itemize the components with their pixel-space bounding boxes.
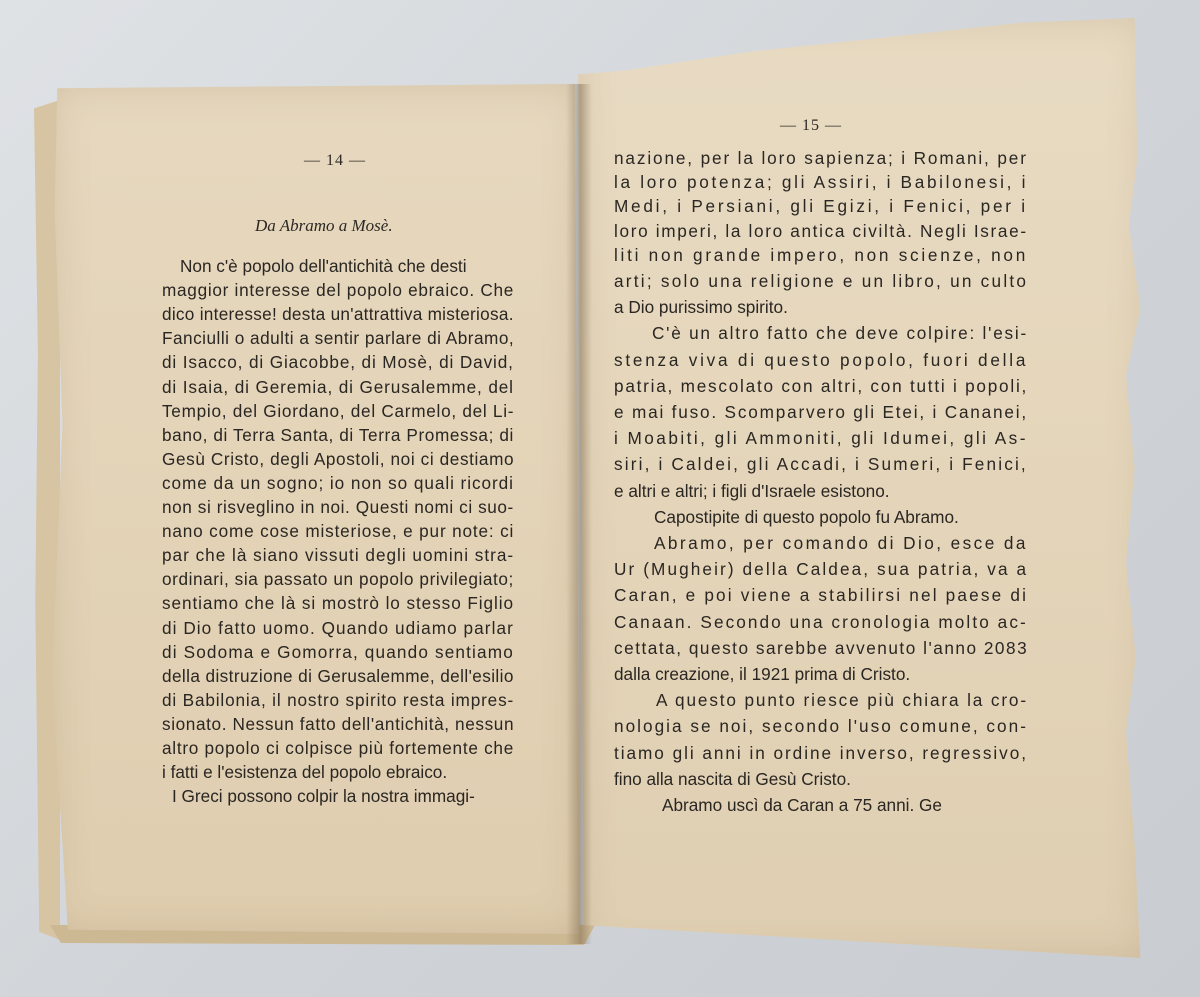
text-line: di Isaia, di Geremia, di Gerusalemme, del xyxy=(162,376,514,397)
text-line: fino alla nascita di Gesù Cristo. xyxy=(614,768,851,789)
left-page-number: — 14 — xyxy=(304,152,366,169)
text-line: e altri e altri; i figli d'Israele esistono. xyxy=(614,480,890,501)
text-line: Tempio, del Giordano, del Carmelo, del Li- xyxy=(162,400,515,421)
text-line: di Sodoma e Gomorra, quando sentiamo xyxy=(162,641,514,662)
text-line: e mai fuso. Scomparvero gli Etei, i Cananei, xyxy=(614,402,1028,422)
text-line: di Dio fatto uomo. Quando udiamo parlar xyxy=(162,617,514,638)
text-line: bano, di Terra Santa, di Terra Promessa; di xyxy=(162,424,514,445)
right-page-text xyxy=(614,140,1034,840)
text-line: cettata, questo sarebbe avvenuto l'anno 2083 xyxy=(614,637,1029,658)
text-line: Caran, e poi viene a stabilirsi nel paese di xyxy=(614,585,1029,606)
text-line: par che là siano vissuti degli uomini stra- xyxy=(162,545,515,566)
text-line: non si risveglino in noi. Questi nomi ci suo- xyxy=(162,497,514,517)
text-line: della distruzione di Gerusalemme, dell'esilio xyxy=(162,665,514,686)
text-line: tiamo gli anni in ordine inverso, regressivo, xyxy=(614,742,1028,763)
text-line: la loro potenza; gli Assiri, i Babilonesi, i xyxy=(614,172,1029,193)
text-line: Abramo uscì da Caran a 75 anni. Ge xyxy=(662,795,942,815)
text-line: liti non grande impero, non scienze, non xyxy=(614,244,1028,265)
text-line: patria, mescolato con altri, con tutti i popoli, xyxy=(614,375,1029,396)
text-line: di Babilonia, il nostro spirito resta impres- xyxy=(162,689,515,710)
text-line: loro imperi, la loro antica civiltà. Negli Israe- xyxy=(614,220,1028,241)
text-line: Medi, i Persiani, gli Egizi, i Fenici, per i xyxy=(614,196,1028,217)
text-line: altro popolo ci colpisce più fortemente che xyxy=(162,738,514,758)
text-line: a Dio purissimo spirito. xyxy=(614,297,788,318)
text-line: I Greci possono colpir la nostra immagi- xyxy=(172,786,475,807)
text-line: sionato. Nessun fatto dell'antichità, nessun xyxy=(162,713,515,734)
text-line: come da un sogno; io non so quali ricordi xyxy=(162,472,514,493)
text-line: Non c'è popolo dell'antichità che desti xyxy=(180,256,467,276)
text-line: A questo punto riesce più chiara la cro- xyxy=(656,690,1028,711)
text-line: Canaan. Secondo una cronologia molto ac- xyxy=(614,611,1028,632)
text-line: nano come cose misteriose, e pur note: ci xyxy=(162,521,515,542)
text-line: siri, i Caldei, gli Accadi, i Sumeri, i Fenici, xyxy=(614,454,1028,475)
text-line: i fatti e l'esistenza del popolo ebraico. xyxy=(162,762,448,783)
text-line: Fanciulli o adulti a sentir parlare di Abramo, xyxy=(162,328,515,349)
chapter-title: Da Abramo a Mosè. xyxy=(255,216,393,235)
text-line: maggior interesse del popolo ebraico. Che xyxy=(162,280,515,301)
text-line: stenza viva di questo popolo, fuori della xyxy=(614,349,1029,370)
text-line: arti; solo una religione e un libro, un culto xyxy=(614,271,1029,291)
text-line: Gesù Cristo, degli Apostoli, noi ci destiamo xyxy=(162,448,515,469)
text-line: i Moabiti, gli Ammoniti, gli Idumei, gli As- xyxy=(614,428,1028,449)
text-line: nologia se noi, secondo l'uso comune, con- xyxy=(614,716,1028,737)
text-line: nazione, per la loro sapienza; i Romani, per xyxy=(614,148,1028,168)
text-line: ordinari, sia passato un popolo privilegiato; xyxy=(162,569,514,590)
right-page-number: — 15 — xyxy=(780,117,842,134)
book-gutter xyxy=(566,84,592,944)
text-line: dalla creazione, il 1921 prima di Cristo. xyxy=(614,664,911,684)
text-line: di Isacco, di Giacobbe, di Mosè, di David, xyxy=(162,352,514,373)
text-line: dico interesse! desta un'attrattiva misteriosa. xyxy=(162,304,514,325)
text-line: Ur (Mugheir) della Caldea, sua patria, va a xyxy=(614,559,1029,580)
text-line: C'è un altro fatto che deve colpire: l'esi- xyxy=(652,323,1028,344)
text-line: Abramo, per comando di Dio, esce da xyxy=(654,533,1028,553)
text-line: sentiamo che là si mostrò lo stesso Figlio xyxy=(162,593,514,614)
left-page-text xyxy=(162,256,517,816)
text-line: Capostipite di questo popolo fu Abramo. xyxy=(654,506,959,527)
